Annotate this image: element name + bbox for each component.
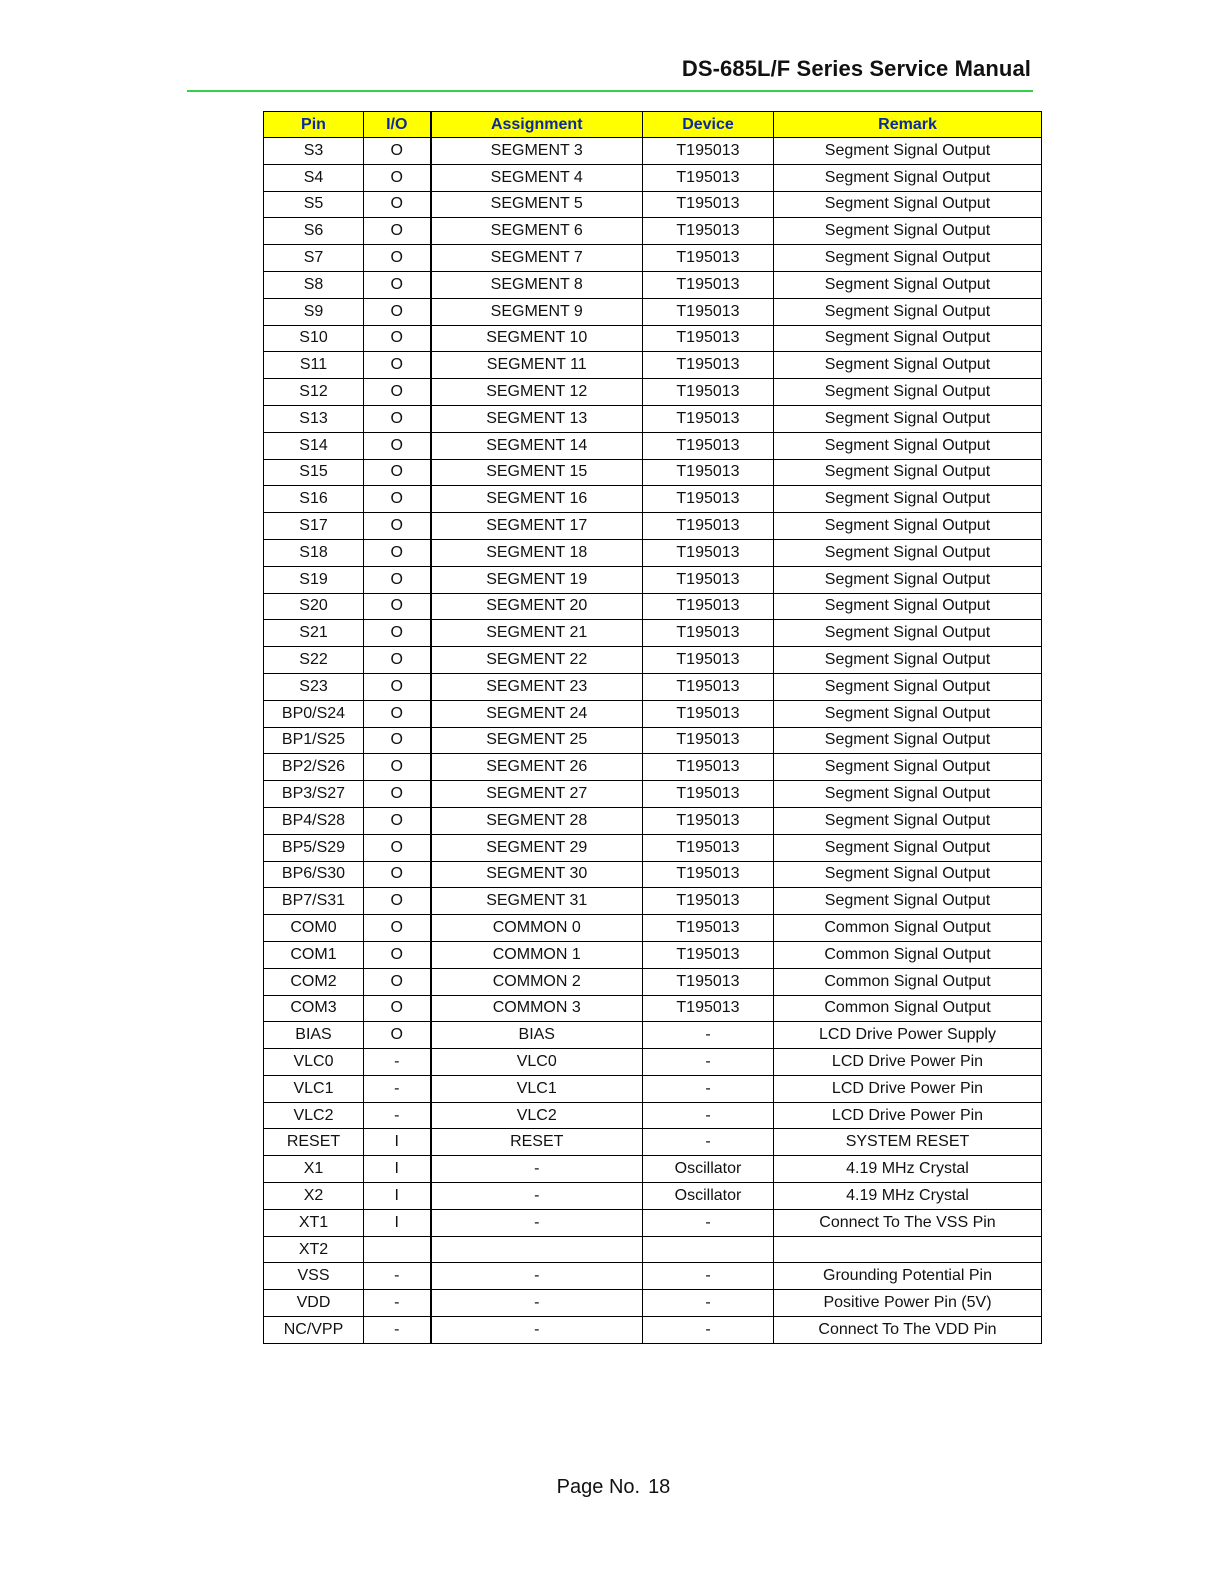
- cell-io: -: [364, 1263, 431, 1290]
- cell-pin: COM1: [264, 941, 364, 968]
- cell-assignment: COMMON 1: [431, 941, 643, 968]
- cell-io: O: [364, 861, 431, 888]
- cell-io: O: [364, 245, 431, 272]
- column-header-io: I/O: [364, 112, 431, 138]
- cell-remark: 4.19 MHz Crystal: [774, 1156, 1042, 1183]
- cell-device: -: [643, 1263, 774, 1290]
- cell-remark: 4.19 MHz Crystal: [774, 1183, 1042, 1210]
- cell-io: O: [364, 325, 431, 352]
- cell-pin: S19: [264, 566, 364, 593]
- cell-pin: COM0: [264, 915, 364, 942]
- cell-remark: Segment Signal Output: [774, 647, 1042, 674]
- cell-device: T195013: [643, 405, 774, 432]
- cell-pin: S7: [264, 245, 364, 272]
- cell-assignment: -: [431, 1290, 643, 1317]
- cell-remark: Segment Signal Output: [774, 379, 1042, 406]
- cell-assignment: RESET: [431, 1129, 643, 1156]
- cell-device: T195013: [643, 459, 774, 486]
- cell-remark: Segment Signal Output: [774, 539, 1042, 566]
- cell-device: T195013: [643, 325, 774, 352]
- cell-device: T195013: [643, 539, 774, 566]
- cell-assignment: SEGMENT 7: [431, 245, 643, 272]
- cell-io: O: [364, 218, 431, 245]
- cell-device: T195013: [643, 432, 774, 459]
- table-row: [264, 245, 1042, 272]
- cell-remark: SYSTEM RESET: [774, 1129, 1042, 1156]
- cell-assignment: [431, 1236, 643, 1263]
- cell-assignment: SEGMENT 24: [431, 700, 643, 727]
- cell-pin: VDD: [264, 1290, 364, 1317]
- table-row: [264, 1236, 1042, 1263]
- cell-io: O: [364, 539, 431, 566]
- cell-io: -: [364, 1102, 431, 1129]
- cell-assignment: SEGMENT 25: [431, 727, 643, 754]
- table-row: [264, 513, 1042, 540]
- cell-device: T195013: [643, 298, 774, 325]
- cell-device: T195013: [643, 271, 774, 298]
- cell-device: Oscillator: [643, 1183, 774, 1210]
- cell-assignment: SEGMENT 31: [431, 888, 643, 915]
- cell-io: [364, 1236, 431, 1263]
- cell-io: O: [364, 915, 431, 942]
- cell-assignment: SEGMENT 20: [431, 593, 643, 620]
- pin-assignment-table: [263, 111, 1042, 1344]
- document-header: [187, 54, 1033, 92]
- cell-io: O: [364, 405, 431, 432]
- cell-device: Oscillator: [643, 1156, 774, 1183]
- cell-io: O: [364, 164, 431, 191]
- cell-io: O: [364, 807, 431, 834]
- table-row: [264, 164, 1042, 191]
- table-row: [264, 1263, 1042, 1290]
- cell-device: T195013: [643, 647, 774, 674]
- cell-assignment: SEGMENT 13: [431, 405, 643, 432]
- cell-pin: BP2/S26: [264, 754, 364, 781]
- table-row: [264, 834, 1042, 861]
- table-row: [264, 1183, 1042, 1210]
- cell-device: T195013: [643, 861, 774, 888]
- cell-io: O: [364, 673, 431, 700]
- table-header-row: [264, 112, 1042, 138]
- table-row: [264, 352, 1042, 379]
- cell-assignment: COMMON 0: [431, 915, 643, 942]
- cell-pin: BP5/S29: [264, 834, 364, 861]
- cell-device: -: [643, 1129, 774, 1156]
- cell-io: -: [364, 1049, 431, 1076]
- cell-device: T195013: [643, 781, 774, 808]
- cell-pin: BP7/S31: [264, 888, 364, 915]
- cell-remark: Segment Signal Output: [774, 325, 1042, 352]
- cell-remark: Segment Signal Output: [774, 834, 1042, 861]
- cell-io: O: [364, 754, 431, 781]
- cell-io: O: [364, 888, 431, 915]
- cell-pin: COM2: [264, 968, 364, 995]
- cell-io: -: [364, 1290, 431, 1317]
- cell-remark: LCD Drive Power Pin: [774, 1049, 1042, 1076]
- cell-assignment: COMMON 2: [431, 968, 643, 995]
- column-header-pin: Pin: [264, 112, 364, 138]
- cell-remark: Segment Signal Output: [774, 861, 1042, 888]
- cell-pin: XT1: [264, 1209, 364, 1236]
- table-header: [264, 112, 1042, 138]
- cell-assignment: -: [431, 1263, 643, 1290]
- cell-device: T195013: [643, 700, 774, 727]
- table-row: [264, 620, 1042, 647]
- cell-pin: RESET: [264, 1129, 364, 1156]
- table-row: [264, 1049, 1042, 1076]
- cell-pin: VLC0: [264, 1049, 364, 1076]
- cell-pin: S10: [264, 325, 364, 352]
- cell-device: T195013: [643, 138, 774, 165]
- page-footer: [0, 1476, 1219, 1499]
- cell-device: T195013: [643, 486, 774, 513]
- cell-io: I: [364, 1129, 431, 1156]
- cell-device: T195013: [643, 191, 774, 218]
- cell-remark: Segment Signal Output: [774, 191, 1042, 218]
- cell-io: O: [364, 781, 431, 808]
- table-row: [264, 754, 1042, 781]
- cell-remark: Segment Signal Output: [774, 298, 1042, 325]
- cell-pin: BP0/S24: [264, 700, 364, 727]
- cell-assignment: SEGMENT 27: [431, 781, 643, 808]
- cell-remark: Common Signal Output: [774, 941, 1042, 968]
- cell-io: O: [364, 298, 431, 325]
- cell-remark: Positive Power Pin (5V): [774, 1290, 1042, 1317]
- cell-remark: Common Signal Output: [774, 995, 1042, 1022]
- cell-device: -: [643, 1290, 774, 1317]
- cell-remark: Segment Signal Output: [774, 218, 1042, 245]
- cell-io: -: [364, 1317, 431, 1344]
- cell-device: T195013: [643, 673, 774, 700]
- cell-pin: BP6/S30: [264, 861, 364, 888]
- cell-remark: LCD Drive Power Pin: [774, 1075, 1042, 1102]
- cell-remark: Segment Signal Output: [774, 754, 1042, 781]
- table-row: [264, 191, 1042, 218]
- cell-assignment: -: [431, 1209, 643, 1236]
- table-row: [264, 1075, 1042, 1102]
- table-row: [264, 673, 1042, 700]
- cell-remark: Segment Signal Output: [774, 164, 1042, 191]
- cell-assignment: SEGMENT 26: [431, 754, 643, 781]
- cell-remark: Segment Signal Output: [774, 432, 1042, 459]
- cell-pin: S18: [264, 539, 364, 566]
- cell-pin: BP4/S28: [264, 807, 364, 834]
- cell-remark: Segment Signal Output: [774, 620, 1042, 647]
- cell-assignment: SEGMENT 28: [431, 807, 643, 834]
- cell-io: O: [364, 566, 431, 593]
- cell-io: I: [364, 1183, 431, 1210]
- table-row: [264, 325, 1042, 352]
- cell-remark: Common Signal Output: [774, 915, 1042, 942]
- table-row: [264, 1209, 1042, 1236]
- table-row: [264, 1022, 1042, 1049]
- cell-device: T195013: [643, 218, 774, 245]
- cell-pin: S20: [264, 593, 364, 620]
- document-title: DS-685L/F Series Service Manual: [681, 56, 1031, 81]
- cell-pin: X1: [264, 1156, 364, 1183]
- cell-pin: S13: [264, 405, 364, 432]
- cell-pin: BP1/S25: [264, 727, 364, 754]
- cell-pin: VLC2: [264, 1102, 364, 1129]
- table-row: [264, 861, 1042, 888]
- cell-pin: S21: [264, 620, 364, 647]
- table-row: [264, 1102, 1042, 1129]
- cell-remark: Segment Signal Output: [774, 593, 1042, 620]
- cell-assignment: COMMON 3: [431, 995, 643, 1022]
- cell-assignment: SEGMENT 14: [431, 432, 643, 459]
- cell-pin: VSS: [264, 1263, 364, 1290]
- table-row: [264, 138, 1042, 165]
- cell-io: O: [364, 700, 431, 727]
- cell-device: T195013: [643, 888, 774, 915]
- cell-pin: S3: [264, 138, 364, 165]
- cell-device: T195013: [643, 941, 774, 968]
- cell-assignment: SEGMENT 17: [431, 513, 643, 540]
- table-row: [264, 781, 1042, 808]
- cell-remark: Segment Signal Output: [774, 513, 1042, 540]
- cell-assignment: VLC2: [431, 1102, 643, 1129]
- table-body: [264, 138, 1042, 1344]
- table-row: [264, 915, 1042, 942]
- cell-device: [643, 1236, 774, 1263]
- cell-io: O: [364, 271, 431, 298]
- cell-remark: LCD Drive Power Supply: [774, 1022, 1042, 1049]
- cell-io: O: [364, 513, 431, 540]
- cell-remark: Segment Signal Output: [774, 138, 1042, 165]
- cell-io: I: [364, 1209, 431, 1236]
- cell-io: O: [364, 834, 431, 861]
- cell-remark: Segment Signal Output: [774, 673, 1042, 700]
- cell-io: O: [364, 486, 431, 513]
- cell-device: T195013: [643, 593, 774, 620]
- table-row: [264, 807, 1042, 834]
- cell-remark: Segment Signal Output: [774, 888, 1042, 915]
- cell-remark: Common Signal Output: [774, 968, 1042, 995]
- cell-remark: Segment Signal Output: [774, 459, 1042, 486]
- cell-device: -: [643, 1209, 774, 1236]
- cell-assignment: SEGMENT 15: [431, 459, 643, 486]
- cell-io: O: [364, 620, 431, 647]
- table-row: [264, 459, 1042, 486]
- cell-remark: Connect To The VDD Pin: [774, 1317, 1042, 1344]
- table-row: [264, 405, 1042, 432]
- cell-assignment: SEGMENT 11: [431, 352, 643, 379]
- cell-pin: XT2: [264, 1236, 364, 1263]
- cell-remark: Segment Signal Output: [774, 727, 1042, 754]
- cell-io: O: [364, 968, 431, 995]
- cell-assignment: -: [431, 1156, 643, 1183]
- table-row: [264, 888, 1042, 915]
- cell-remark: Grounding Potential Pin: [774, 1263, 1042, 1290]
- cell-io: O: [364, 432, 431, 459]
- cell-io: O: [364, 593, 431, 620]
- cell-io: O: [364, 138, 431, 165]
- cell-device: T195013: [643, 968, 774, 995]
- column-header-assignment: Assignment: [431, 112, 643, 138]
- cell-assignment: SEGMENT 29: [431, 834, 643, 861]
- cell-assignment: SEGMENT 16: [431, 486, 643, 513]
- cell-remark: Segment Signal Output: [774, 352, 1042, 379]
- table-row: [264, 1129, 1042, 1156]
- cell-remark: Segment Signal Output: [774, 245, 1042, 272]
- table-row: [264, 486, 1042, 513]
- cell-pin: COM3: [264, 995, 364, 1022]
- table-row: [264, 700, 1042, 727]
- table-row: [264, 995, 1042, 1022]
- cell-device: T195013: [643, 754, 774, 781]
- cell-device: T195013: [643, 807, 774, 834]
- cell-pin: S11: [264, 352, 364, 379]
- column-header-remark: Remark: [774, 112, 1042, 138]
- cell-pin: S14: [264, 432, 364, 459]
- cell-device: T195013: [643, 513, 774, 540]
- cell-pin: BP3/S27: [264, 781, 364, 808]
- cell-pin: S15: [264, 459, 364, 486]
- cell-pin: S17: [264, 513, 364, 540]
- cell-device: -: [643, 1049, 774, 1076]
- cell-assignment: SEGMENT 23: [431, 673, 643, 700]
- page-number: 18: [648, 1476, 671, 1498]
- cell-assignment: SEGMENT 4: [431, 164, 643, 191]
- cell-remark: Connect To The VSS Pin: [774, 1209, 1042, 1236]
- cell-assignment: VLC0: [431, 1049, 643, 1076]
- cell-remark: Segment Signal Output: [774, 271, 1042, 298]
- cell-device: T195013: [643, 995, 774, 1022]
- cell-pin: S23: [264, 673, 364, 700]
- table-row: [264, 1290, 1042, 1317]
- table-row: [264, 566, 1042, 593]
- cell-pin: S8: [264, 271, 364, 298]
- table-row: [264, 218, 1042, 245]
- cell-assignment: SEGMENT 5: [431, 191, 643, 218]
- cell-pin: S12: [264, 379, 364, 406]
- cell-io: O: [364, 352, 431, 379]
- cell-device: -: [643, 1022, 774, 1049]
- cell-assignment: BIAS: [431, 1022, 643, 1049]
- table-row: [264, 379, 1042, 406]
- cell-device: T195013: [643, 620, 774, 647]
- cell-remark: Segment Signal Output: [774, 807, 1042, 834]
- cell-remark: Segment Signal Output: [774, 405, 1042, 432]
- cell-assignment: SEGMENT 12: [431, 379, 643, 406]
- cell-remark: Segment Signal Output: [774, 486, 1042, 513]
- table-row: [264, 968, 1042, 995]
- table-row: [264, 727, 1042, 754]
- cell-io: O: [364, 379, 431, 406]
- cell-pin: VLC1: [264, 1075, 364, 1102]
- cell-device: T195013: [643, 727, 774, 754]
- cell-device: T195013: [643, 566, 774, 593]
- cell-remark: LCD Drive Power Pin: [774, 1102, 1042, 1129]
- cell-device: T195013: [643, 834, 774, 861]
- cell-assignment: SEGMENT 10: [431, 325, 643, 352]
- cell-device: -: [643, 1102, 774, 1129]
- cell-io: I: [364, 1156, 431, 1183]
- table-row: [264, 298, 1042, 325]
- cell-assignment: SEGMENT 3: [431, 138, 643, 165]
- cell-assignment: SEGMENT 8: [431, 271, 643, 298]
- cell-io: O: [364, 1022, 431, 1049]
- cell-pin: NC/VPP: [264, 1317, 364, 1344]
- cell-assignment: VLC1: [431, 1075, 643, 1102]
- cell-device: T195013: [643, 245, 774, 272]
- cell-io: -: [364, 1075, 431, 1102]
- table-row: [264, 647, 1042, 674]
- cell-io: O: [364, 941, 431, 968]
- cell-device: -: [643, 1075, 774, 1102]
- cell-remark: Segment Signal Output: [774, 700, 1042, 727]
- cell-device: T195013: [643, 352, 774, 379]
- table-row: [264, 593, 1042, 620]
- cell-pin: S5: [264, 191, 364, 218]
- table-row: [264, 432, 1042, 459]
- cell-io: O: [364, 995, 431, 1022]
- table-row: [264, 271, 1042, 298]
- cell-assignment: SEGMENT 18: [431, 539, 643, 566]
- cell-pin: S22: [264, 647, 364, 674]
- cell-assignment: -: [431, 1317, 643, 1344]
- cell-io: O: [364, 191, 431, 218]
- cell-assignment: SEGMENT 30: [431, 861, 643, 888]
- cell-assignment: SEGMENT 9: [431, 298, 643, 325]
- cell-device: T195013: [643, 379, 774, 406]
- cell-assignment: SEGMENT 21: [431, 620, 643, 647]
- cell-pin: S6: [264, 218, 364, 245]
- table-row: [264, 1156, 1042, 1183]
- cell-assignment: SEGMENT 6: [431, 218, 643, 245]
- page-number-label: Page No.: [556, 1476, 641, 1498]
- table-row: [264, 941, 1042, 968]
- cell-device: T195013: [643, 164, 774, 191]
- cell-io: O: [364, 459, 431, 486]
- cell-device: -: [643, 1317, 774, 1344]
- cell-remark: Segment Signal Output: [774, 781, 1042, 808]
- cell-pin: S16: [264, 486, 364, 513]
- cell-pin: S9: [264, 298, 364, 325]
- cell-io: O: [364, 647, 431, 674]
- cell-assignment: -: [431, 1183, 643, 1210]
- column-header-device: Device: [643, 112, 774, 138]
- cell-assignment: SEGMENT 19: [431, 566, 643, 593]
- cell-remark: [774, 1236, 1042, 1263]
- cell-device: T195013: [643, 915, 774, 942]
- cell-pin: BIAS: [264, 1022, 364, 1049]
- table-row: [264, 539, 1042, 566]
- cell-pin: S4: [264, 164, 364, 191]
- cell-assignment: SEGMENT 22: [431, 647, 643, 674]
- cell-io: O: [364, 727, 431, 754]
- table-row: [264, 1317, 1042, 1344]
- cell-remark: Segment Signal Output: [774, 566, 1042, 593]
- cell-pin: X2: [264, 1183, 364, 1210]
